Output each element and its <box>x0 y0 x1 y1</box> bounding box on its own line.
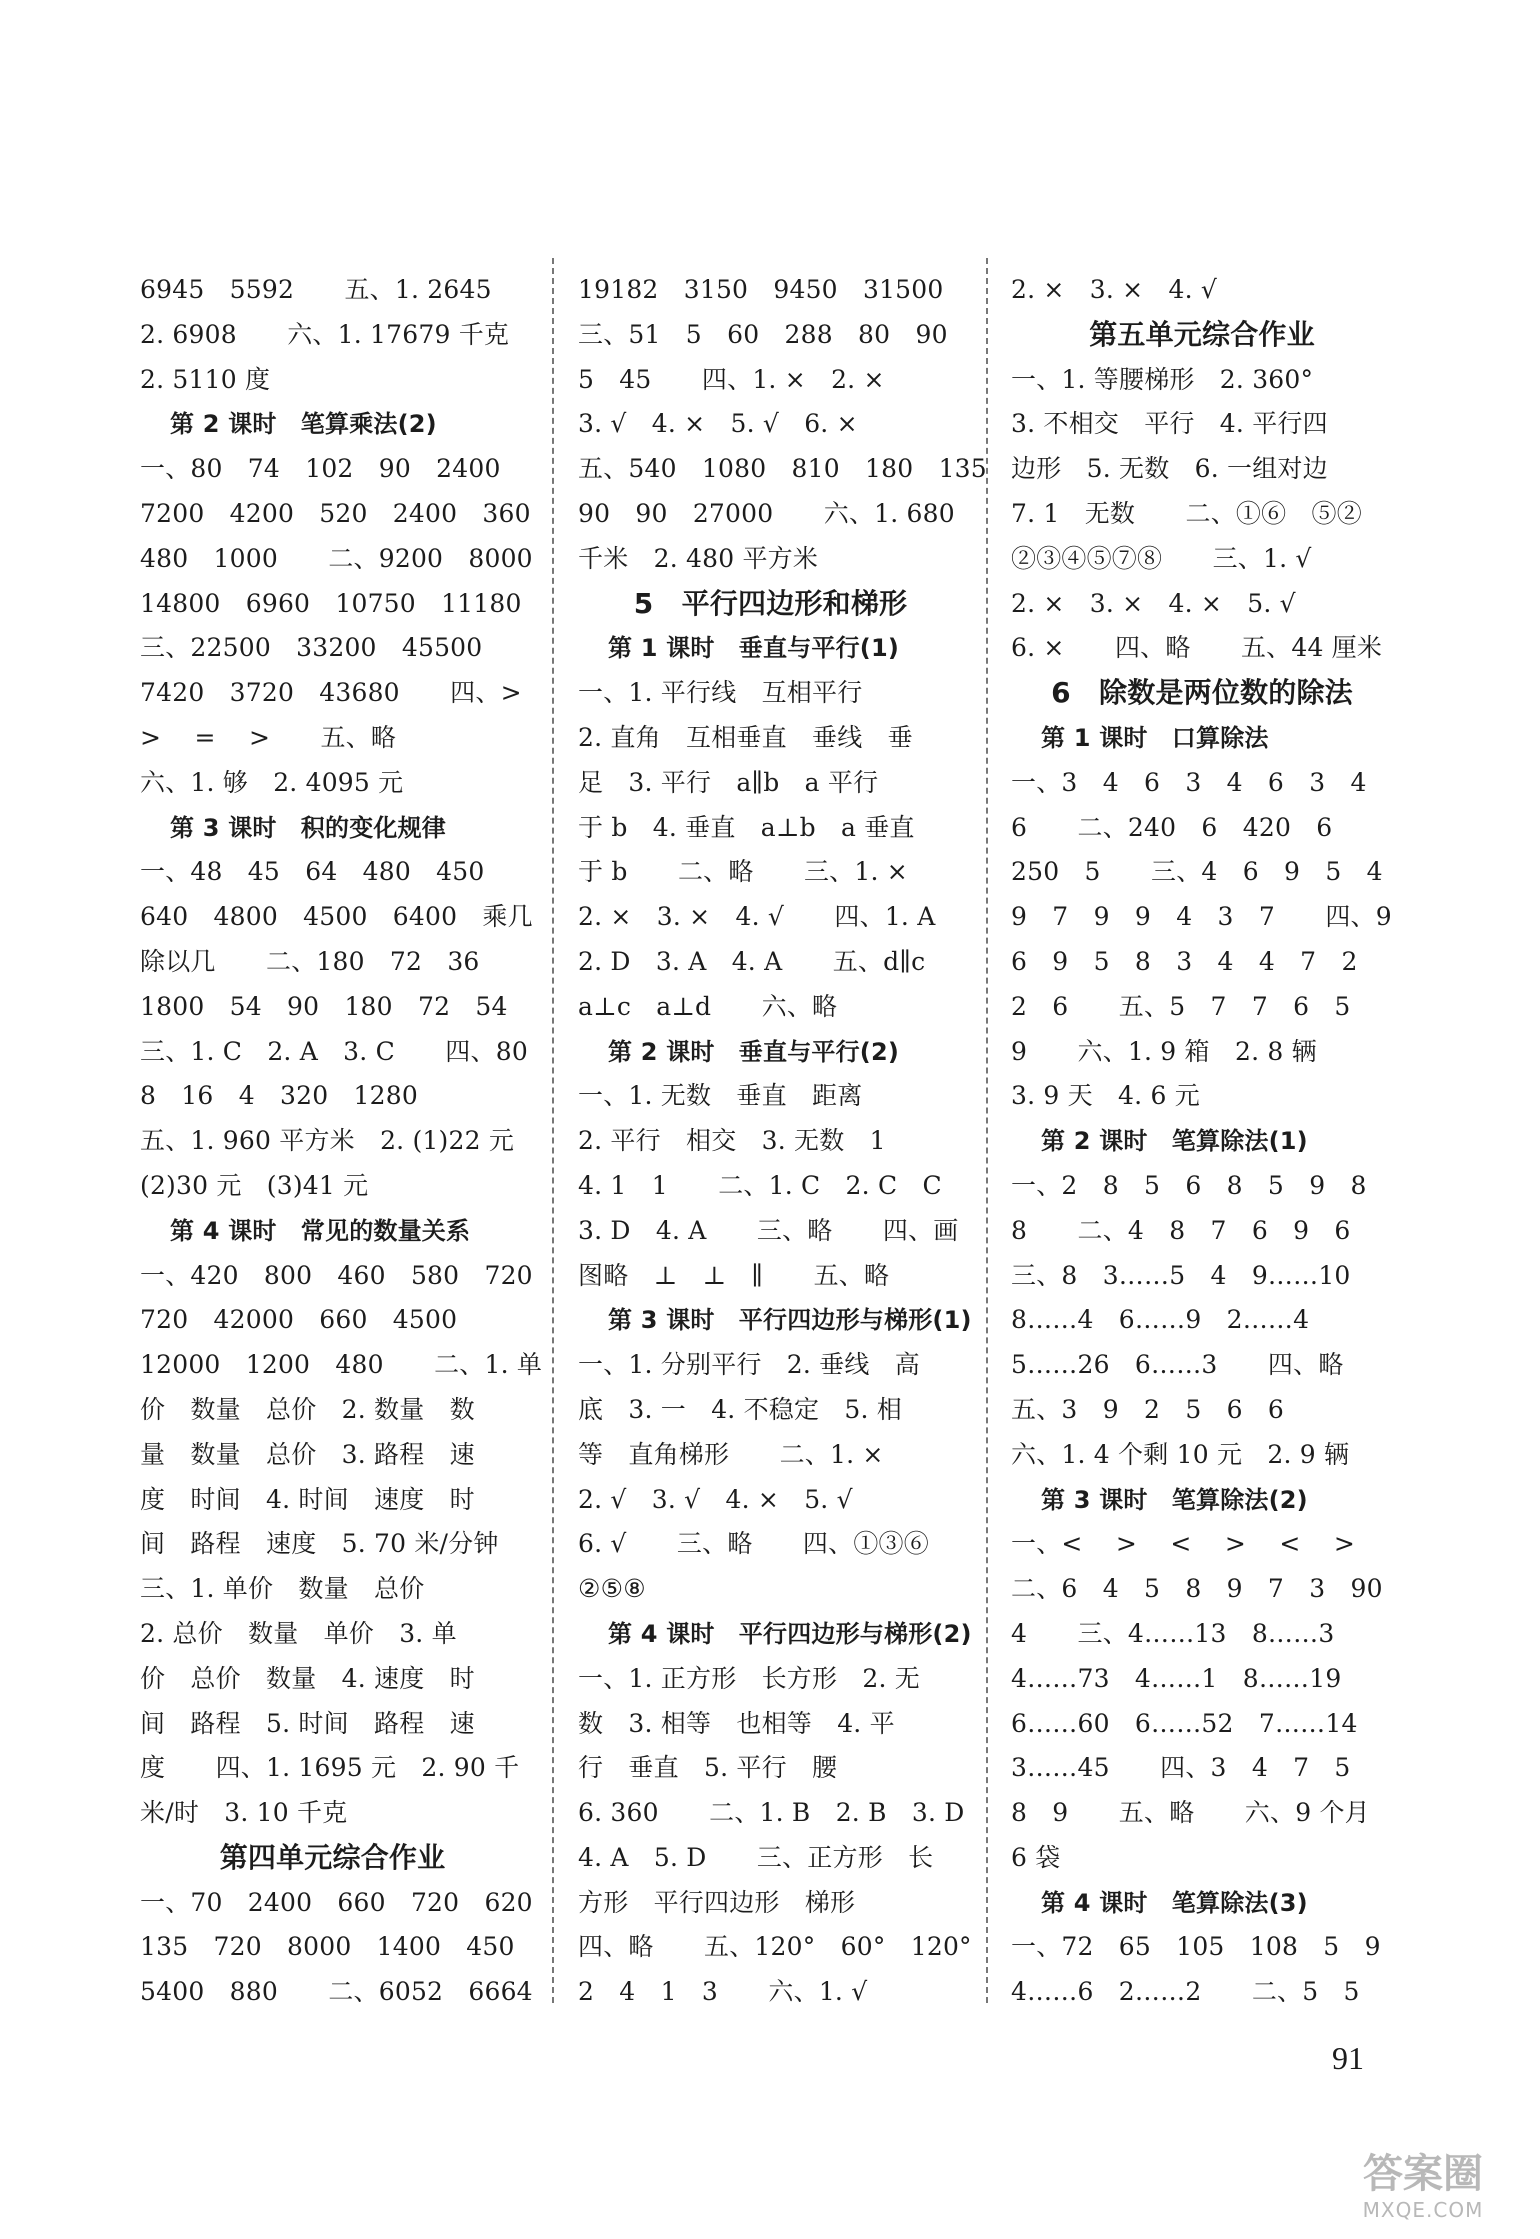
section-heading: 第 1 课时 垂直与平行(1) <box>608 634 900 663</box>
answer-line: 度 四、1. 1695 元 2. 90 千 <box>140 1753 520 1783</box>
page-number: 91 <box>1332 2040 1364 2076</box>
watermark-logo <box>1318 2150 1528 2230</box>
answer-line: 二、6 4 5 8 9 7 3 90 <box>1011 1574 1383 1604</box>
answer-line: 6. × 四、略 五、44 厘米 <box>1011 633 1383 663</box>
section-heading: 第 3 课时 积的变化规律 <box>170 813 447 842</box>
answer-line: 一、1. 无数 垂直 距离 <box>578 1081 863 1111</box>
answer-line: 4. 1 1 二、1. C 2. C C <box>578 1170 942 1200</box>
answer-line: 2. 总价 数量 单价 3. 单 <box>140 1618 457 1648</box>
answer-line: 8 二、4 8 7 6 9 6 <box>1011 1215 1351 1245</box>
answer-line: 2. √ 3. √ 4. × 5. √ <box>578 1484 853 1514</box>
answer-line: 2. 平行 相交 3. 无数 1 <box>578 1126 886 1156</box>
answer-line: 2. 5110 度 <box>140 364 271 394</box>
answer-line: 5……26 6……3 四、略 <box>1011 1350 1344 1380</box>
answer-line: 方形 平行四边形 梯形 <box>578 1887 856 1917</box>
answer-line: 度 时间 4. 时间 速度 时 <box>140 1484 475 1514</box>
answer-line: 于 b 4. 垂直 a⊥b a 垂直 <box>578 812 915 842</box>
answer-line: 五、3 9 2 5 6 6 <box>1011 1394 1285 1424</box>
section-heading: 第 4 课时 平行四边形与梯形(2) <box>608 1619 972 1648</box>
answer-line: 米/时 3. 10 千克 <box>140 1798 348 1828</box>
answer-line: 14800 6960 10750 11180 <box>140 588 522 618</box>
answer-line: 价 总价 数量 4. 速度 时 <box>140 1663 475 1693</box>
answer-line: 一、48 45 64 480 450 <box>140 857 485 887</box>
section-heading: 第 2 课时 笔算乘法(2) <box>170 410 437 439</box>
answer-line: 三、1. 单价 数量 总价 <box>140 1574 425 1604</box>
answer-line: 12000 1200 480 二、1. 单 <box>140 1350 543 1380</box>
answer-line: 6. √ 三、略 四、①③⑥ <box>578 1529 929 1559</box>
answer-line: 6 二、240 6 420 6 <box>1011 812 1333 842</box>
answer-line: 2. × 3. × 4. √ <box>1011 275 1218 304</box>
answer-line: 一、420 800 460 580 720 <box>140 1260 533 1290</box>
answer-line: 4. A 5. D 三、正方形 长 <box>578 1842 934 1872</box>
answer-line: 9 7 9 9 4 3 7 四、9 <box>1011 902 1392 932</box>
section-heading: 第五单元综合作业 <box>1089 317 1315 351</box>
answer-line: 六、1. 够 2. 4095 元 <box>140 767 404 797</box>
answer-line: 2. D 3. A 4. A 五、d∥c <box>578 946 926 976</box>
answer-line: 等 直角梯形 二、1. × <box>578 1439 884 1469</box>
answer-column-1 <box>140 268 543 2015</box>
answer-line: 一、< > < > < > <box>1011 1529 1356 1559</box>
answer-line: 6. 360 二、1. B 2. B 3. D <box>578 1798 965 1828</box>
answer-line: 7420 3720 43680 四、> <box>140 678 522 708</box>
answer-line: 8 9 五、略 六、9 个月 <box>1011 1798 1370 1828</box>
section-heading: 第 2 课时 垂直与平行(2) <box>608 1037 900 1066</box>
answer-line: 行 垂直 5. 平行 腰 <box>578 1753 838 1783</box>
answer-column-2 <box>578 268 987 2015</box>
answer-line: 数 3. 相等 也相等 4. 平 <box>578 1708 895 1738</box>
answer-line: 480 1000 二、9200 8000 <box>140 543 533 573</box>
answer-line: 三、51 5 60 288 80 90 <box>578 319 948 349</box>
column-divider-right <box>986 258 988 2003</box>
section-heading: 第 4 课时 笔算除法(3) <box>1041 1888 1308 1917</box>
section-heading: 第 3 课时 笔算除法(2) <box>1041 1485 1308 1514</box>
answer-line: 3. √ 4. × 5. √ 6. × <box>578 409 858 439</box>
column-divider-left <box>552 258 554 2003</box>
answer-line: (2)30 元 (3)41 元 <box>140 1170 369 1200</box>
answer-line: ②⑤⑧ <box>578 1574 646 1604</box>
answer-line: 一、3 4 6 3 4 6 3 4 <box>1011 767 1367 797</box>
answer-line: 三、8 3……5 4 9……10 <box>1011 1260 1351 1290</box>
answer-line: 5 45 四、1. × 2. × <box>578 364 885 394</box>
answer-line: 一、80 74 102 90 2400 <box>140 454 501 484</box>
answer-line: 3. D 4. A 三、略 四、画 <box>578 1215 959 1245</box>
answer-line: 间 路程 5. 时间 路程 速 <box>140 1708 475 1738</box>
answer-line: 90 90 27000 六、1. 680 <box>578 498 955 528</box>
answer-line: 量 数量 总价 3. 路程 速 <box>140 1439 475 1469</box>
answer-line: 7. 1 无数 二、①⑥ ⑤② <box>1011 498 1362 528</box>
answer-line: 6 9 5 8 3 4 4 7 2 <box>1011 946 1358 976</box>
answer-line: 足 3. 平行 a∥b a 平行 <box>578 767 879 797</box>
answer-line: 4……73 4……1 8……19 <box>1011 1663 1342 1693</box>
answer-line: 6945 5592 五、1. 2645 <box>140 275 492 304</box>
answer-line: 7200 4200 520 2400 360 <box>140 498 531 528</box>
answer-line: ②③④⑤⑦⑧ 三、1. √ <box>1011 543 1312 573</box>
answer-line: 9 六、1. 9 箱 2. 8 辆 <box>1011 1036 1317 1066</box>
answer-line: 250 5 三、4 6 9 5 4 <box>1011 857 1383 887</box>
answer-line: 2. 6908 六、1. 17679 千克 <box>140 319 510 349</box>
answer-line: 千米 2. 480 平方米 <box>578 543 819 573</box>
answer-line: 四、略 五、120° 60° 120° <box>578 1932 972 1962</box>
answer-line: 4 三、4……13 8……3 <box>1011 1618 1335 1648</box>
answer-line: 除以几 二、180 72 36 <box>140 946 480 976</box>
answer-line: 720 42000 660 4500 <box>140 1305 458 1335</box>
answer-line: 一、1. 平行线 互相平行 <box>578 678 863 708</box>
answer-line: 3……45 四、3 4 7 5 <box>1011 1753 1351 1783</box>
answer-line: 1800 54 90 180 72 54 <box>140 991 508 1021</box>
answer-line: 2. 直角 互相垂直 垂线 垂 <box>578 722 913 752</box>
answer-column-3 <box>1011 268 1393 2015</box>
answer-line: 一、1. 正方形 长方形 2. 无 <box>578 1663 920 1693</box>
answer-line: 一、70 2400 660 720 620 <box>140 1887 533 1917</box>
section-heading: 6 除数是两位数的除法 <box>1051 676 1353 710</box>
answer-line: 间 路程 速度 5. 70 米/分钟 <box>140 1529 499 1559</box>
section-heading: 第 1 课时 口算除法 <box>1041 723 1269 752</box>
answer-line: 6 袋 <box>1011 1842 1061 1872</box>
section-heading: 第 4 课时 常见的数量关系 <box>170 1216 471 1245</box>
answer-line: 3. 9 天 4. 6 元 <box>1011 1081 1200 1111</box>
answer-line: 五、540 1080 810 180 135 <box>578 454 987 484</box>
section-heading: 5 平行四边形和梯形 <box>633 586 908 620</box>
answer-line: 8 16 4 320 1280 <box>140 1081 418 1111</box>
section-heading: 第四单元综合作业 <box>219 1840 446 1874</box>
answer-line: 3. 不相交 平行 4. 平行四 <box>1011 409 1328 439</box>
answer-line: 2 4 1 3 六、1. √ <box>578 1977 868 2007</box>
answer-line: 135 720 8000 1400 450 <box>140 1932 515 1962</box>
answer-line: 一、1. 分别平行 2. 垂线 高 <box>578 1350 920 1380</box>
watermark-url: MXQE.COM <box>1362 2198 1484 2222</box>
watermark-logo-text: 答案圈 <box>1363 2151 1483 2197</box>
answer-line: 底 3. 一 4. 不稳定 5. 相 <box>578 1394 902 1424</box>
answer-line: 5400 880 二、6052 6664 <box>140 1977 533 2007</box>
answer-line: 于 b 二、略 三、1. × <box>578 857 908 887</box>
section-heading: 第 2 课时 笔算除法(1) <box>1041 1127 1308 1156</box>
answer-line: 6……60 6……52 7……14 <box>1011 1708 1358 1738</box>
answer-line: 一、72 65 105 108 5 9 <box>1011 1932 1381 1962</box>
answer-line: 2 6 五、5 7 7 6 5 <box>1011 991 1351 1021</box>
answer-line: 8……4 6……9 2……4 <box>1011 1305 1310 1335</box>
answer-line: 2. × 3. × 4. × 5. √ <box>1011 588 1296 618</box>
answer-line: > = > 五、略 <box>140 722 397 752</box>
answer-line: 边形 5. 无数 6. 一组对边 <box>1011 454 1328 484</box>
answer-line: 价 数量 总价 2. 数量 数 <box>140 1394 475 1424</box>
answer-line: a⊥c a⊥d 六、略 <box>578 991 838 1021</box>
answer-line: 640 4800 4500 6400 乘几 <box>140 902 533 932</box>
answer-line: 三、22500 33200 45500 <box>140 633 483 663</box>
answer-line: 一、1. 等腰梯形 2. 360° <box>1011 364 1314 394</box>
section-heading: 第 3 课时 平行四边形与梯形(1) <box>608 1306 972 1335</box>
answer-line: 2. × 3. × 4. √ 四、1. A <box>578 902 936 932</box>
answer-line: 六、1. 4 个剩 10 元 2. 9 辆 <box>1011 1439 1350 1469</box>
answer-line: 一、2 8 5 6 8 5 9 8 <box>1011 1170 1367 1200</box>
answer-line: 五、1. 960 平方米 2. (1)22 元 <box>140 1126 515 1156</box>
answer-line: 19182 3150 9450 31500 <box>578 275 944 304</box>
answer-line: 4……6 2……2 二、5 5 <box>1011 1977 1360 2007</box>
answer-line: 图略 ⊥ ⊥ ∥ 五、略 <box>578 1260 890 1290</box>
answer-line: 三、1. C 2. A 3. C 四、80 <box>140 1036 528 1066</box>
